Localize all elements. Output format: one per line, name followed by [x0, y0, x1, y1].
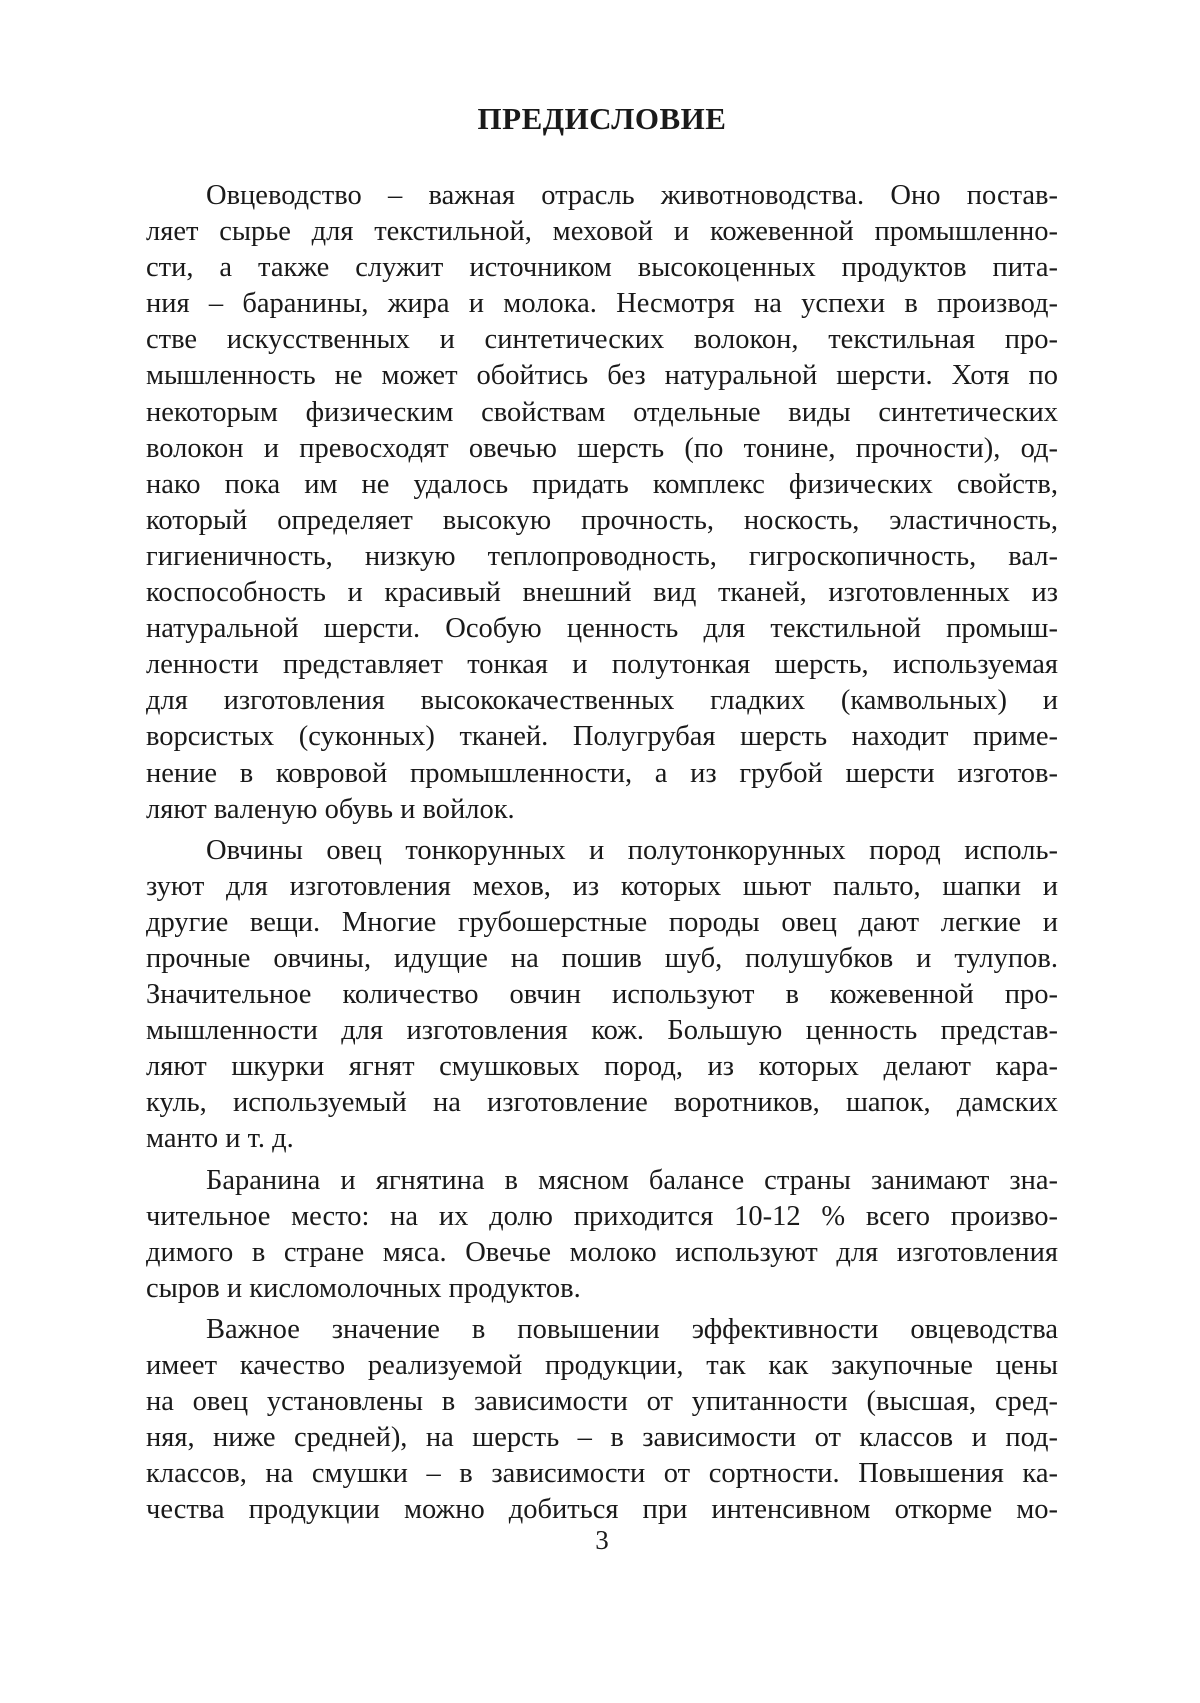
- text-line: мышленность не может обойтись без натуральной шерсти. Хотя по: [146, 360, 1058, 392]
- page-number: 3: [595, 1525, 609, 1555]
- text-line: волокон и превосходят овечью шерсть (по тонине, прочности), од-: [146, 432, 1058, 464]
- text-line: ляют шкурки ягнят смушковых пород, из которых делают кара-: [146, 1051, 1058, 1083]
- text-line: чительное место: на их долю приходится 10-12 % всего произво-: [146, 1200, 1058, 1232]
- text-line: некоторым физическим свойствам отдельные виды синтетических: [146, 396, 1058, 428]
- text-line: димого в стране мяса. Овечье молоко используют для изготовления: [146, 1236, 1058, 1268]
- text-line: мышленности для изготовления кож. Большую ценность представ-: [146, 1015, 1058, 1047]
- text-line: ворсистых (суконных) тканей. Полугрубая шерсть находит приме-: [146, 721, 1058, 753]
- text-line: куль, используемый на изготовление воротников, шапок, дамских: [146, 1087, 1058, 1119]
- text-line: для изготовления высококачественных гладких (камвольных) и: [146, 685, 1058, 717]
- page-title: ПРЕДИСЛОВИЕ: [477, 101, 727, 136]
- paragraph: [146, 833, 1058, 1158]
- text-line: няя, ниже средней), на шерсть – в зависимости от классов и под-: [146, 1422, 1058, 1454]
- text-line: ния – баранины, жира и молока. Несмотря на успехи в производ-: [146, 288, 1058, 320]
- text-line: ленности представляет тонкая и полутонкая шерсть, используемая: [146, 649, 1058, 681]
- text-line: на овец установлены в зависимости от упитанности (высшая, сред-: [146, 1386, 1058, 1418]
- text-line: Баранина и ягнятина в мясном балансе страны занимают зна-: [206, 1164, 1058, 1196]
- document-page: [146, 0, 1058, 1703]
- text-line: который определяет высокую прочность, носкость, эластичность,: [146, 504, 1058, 536]
- text-line: манто и т. д.: [146, 1123, 294, 1155]
- text-line: нако пока им не удалось придать комплекс физических свойств,: [146, 468, 1058, 500]
- text-line: имеет качество реализуемой продукции, так как закупочные цены: [146, 1350, 1058, 1381]
- text-line: гигиеничность, низкую теплопроводность, гигроскопичность, вал-: [146, 540, 1058, 572]
- text-line: натуральной шерсти. Особую ценность для текстильной промыш-: [146, 613, 1058, 645]
- text-line: классов, на смушки – в зависимости от сортности. Повышения ка-: [146, 1458, 1058, 1490]
- text-line: Овчины овец тонкорунных и полутонкорунных пород исполь-: [206, 834, 1058, 866]
- text-line: ляет сырье для текстильной, меховой и кожевенной промышленно-: [146, 216, 1058, 248]
- paragraph: [146, 1312, 1058, 1529]
- text-line: Значительное количество овчин используют в кожевенной про-: [146, 979, 1058, 1011]
- text-line: другие вещи. Многие грубошерстные породы овец дают легкие и: [146, 906, 1058, 938]
- body-text: [146, 178, 1058, 1533]
- text-line: зуют для изготовления мехов, из которых шьют пальто, шапки и: [146, 870, 1058, 902]
- text-line: чества продукции можно добиться при интенсивном откорме мо-: [146, 1494, 1058, 1526]
- text-line: прочные овчины, идущие на пошив шуб, полушубков и тулупов.: [146, 942, 1058, 974]
- text-line: сти, а также служит источником высокоценных продуктов пита-: [146, 252, 1058, 284]
- text-line: нение в ковровой промышленности, а из грубой шерсти изготов-: [146, 757, 1058, 789]
- text-line: Важное значение в повышении эффективности овцеводства: [206, 1313, 1058, 1345]
- text-line: Овцеводство – важная отрасль животноводства. Оно постав-: [206, 180, 1058, 211]
- text-line: коспособность и красивый внешний вид тканей, изготовленных из: [146, 577, 1058, 609]
- paragraph: [146, 178, 1058, 828]
- text-line: сыров и кисломолочных продуктов.: [146, 1272, 581, 1304]
- text-line: стве искусственных и синтетических волокон, текстильная про-: [146, 324, 1058, 356]
- text-line: ляют валеную обувь и войлок.: [146, 793, 515, 825]
- paragraph: [146, 1163, 1058, 1307]
